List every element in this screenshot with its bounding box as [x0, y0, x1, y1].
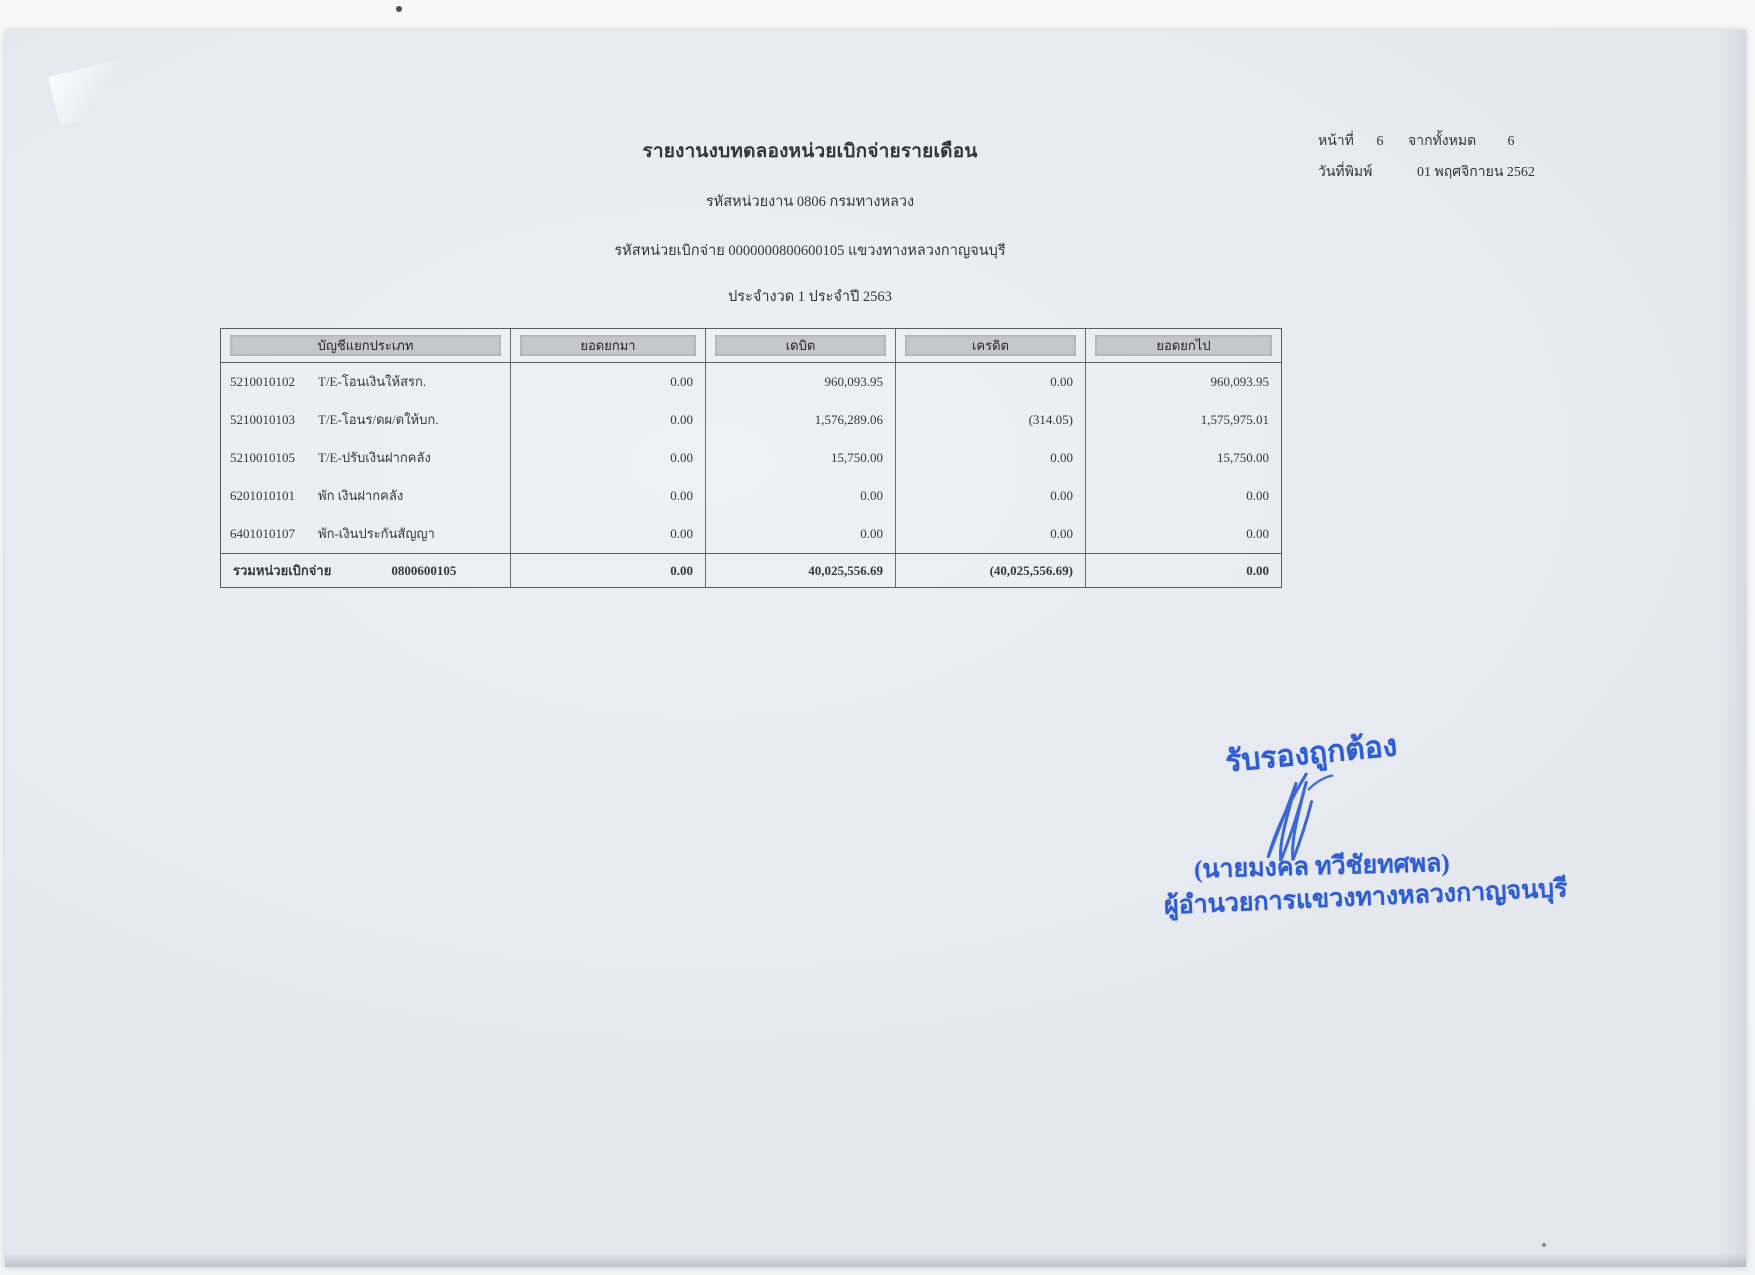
print-date-label: วันที่พิมพ์ — [1318, 165, 1373, 180]
report-period-line: ประจำงวด 1 ประจำปี 2563 — [728, 289, 892, 305]
debit-value: 0.00 — [706, 477, 896, 515]
total-brought-forward: 0.00 — [511, 554, 706, 587]
account-code: 6201010101 — [230, 488, 295, 503]
header-cell-carried-forward — [1086, 329, 1281, 362]
header-cell-debit — [706, 329, 896, 362]
column-header: ยอดยกมา — [520, 335, 696, 356]
brought-forward-value: 0.00 — [511, 363, 706, 401]
column-header: เดบิต — [715, 335, 886, 356]
carried-forward-value: 1,575,975.01 — [1200, 412, 1269, 427]
trial-balance-table — [220, 328, 1282, 588]
account-name: พัก-เงินประกันสัญญา — [318, 526, 435, 541]
account-code: 6401010107 — [230, 526, 295, 541]
debit-value: 1,576,289.06 — [706, 401, 896, 439]
column-header: ยอดยกไป — [1095, 335, 1272, 356]
table-row — [221, 401, 1281, 439]
account-cell — [221, 401, 511, 439]
total-credit: (40,025,556.69) — [896, 554, 1086, 587]
total-pages: 6 — [1507, 134, 1515, 149]
paper-sheet — [5, 30, 1746, 1267]
paper-shadow — [1720, 30, 1746, 1267]
certification-stamp — [1157, 724, 1569, 933]
header-cell-brought-forward — [511, 329, 706, 362]
credit-value: 0.00 — [896, 439, 1086, 477]
account-cell — [221, 515, 511, 553]
account-name: T/E-โอนเงินให้สรก. — [318, 374, 427, 389]
brought-forward-value: 0.00 — [511, 401, 706, 439]
total-unit-code: 0800600105 — [391, 563, 457, 578]
page-label: หน้าที่ — [1318, 134, 1354, 149]
carried-forward-value: 0.00 — [1246, 488, 1269, 503]
carried-forward-value: 960,093.95 — [1210, 374, 1269, 389]
report-title: รายงานงบทดลองหน่วยเบิกจ่ายรายเดือน — [642, 141, 978, 162]
total-label-cell — [221, 554, 511, 587]
account-cell — [221, 477, 511, 515]
page-info — [1318, 130, 1535, 192]
table-row — [221, 439, 1281, 477]
account-code: 5210010102 — [230, 374, 295, 389]
carried-forward-value: 0.00 — [1246, 526, 1269, 541]
table-row — [221, 363, 1281, 401]
debit-value: 0.00 — [706, 515, 896, 553]
page-number: 6 — [1376, 134, 1384, 149]
certify-text: รับรองถูกต้อง — [1223, 729, 1399, 779]
column-header: เครดิต — [905, 335, 1076, 356]
account-code: 5210010105 — [230, 450, 295, 465]
table-header-row — [221, 329, 1281, 363]
paper-shadow — [5, 1253, 1746, 1267]
scan-speck — [1542, 1243, 1546, 1247]
credit-value: 0.00 — [896, 363, 1086, 401]
scan-speck — [396, 6, 402, 12]
page-number-row — [1318, 130, 1535, 152]
brought-forward-value: 0.00 — [511, 477, 706, 515]
print-date-row — [1318, 161, 1535, 183]
account-name: พัก เงินฝากคลัง — [318, 488, 404, 503]
report-agency-line: รหัสหน่วยงาน 0806 กรมทางหลวง — [705, 194, 915, 210]
report-header — [260, 136, 1360, 308]
total-pages-label: จากทั้งหมด — [1408, 134, 1477, 149]
carried-forward-value: 15,750.00 — [1217, 450, 1269, 465]
table-row — [221, 515, 1281, 553]
account-cell — [221, 439, 511, 477]
print-date: 01 พฤศจิกายน 2562 — [1417, 165, 1535, 180]
credit-value: 0.00 — [896, 477, 1086, 515]
account-name: T/E-ปรับเงินฝากคลัง — [318, 450, 431, 465]
total-label: รวมหน่วยเบิกจ่าย — [233, 563, 332, 578]
account-name: T/E-โอนร/ดผ/ดให้บก. — [318, 412, 439, 427]
paper-crease — [48, 60, 128, 125]
credit-value: 0.00 — [896, 515, 1086, 553]
debit-value: 960,093.95 — [706, 363, 896, 401]
column-header: บัญชีแยกประเภท — [230, 335, 501, 356]
brought-forward-value: 0.00 — [511, 515, 706, 553]
total-carried-forward: 0.00 — [1246, 563, 1269, 578]
table-total-row — [221, 553, 1281, 587]
report-unit-line: รหัสหน่วยเบิกจ่าย 0000000800600105 แขวงทางหลวงกาญจนบุรี — [614, 243, 1006, 259]
signer-title: ผู้อำนวยการแขวงทางหลวงกาญจนบุรี — [1163, 875, 1569, 920]
signer-name: (นายมงคล ทวีชัยทศพล) — [1193, 849, 1451, 884]
account-code: 5210010103 — [230, 412, 295, 427]
table-row — [221, 477, 1281, 515]
debit-value: 15,750.00 — [706, 439, 896, 477]
header-cell-credit — [896, 329, 1086, 362]
credit-value: (314.05) — [896, 401, 1086, 439]
total-debit: 40,025,556.69 — [706, 554, 896, 587]
brought-forward-value: 0.00 — [511, 439, 706, 477]
account-cell — [221, 363, 511, 401]
header-cell-account — [221, 329, 511, 362]
